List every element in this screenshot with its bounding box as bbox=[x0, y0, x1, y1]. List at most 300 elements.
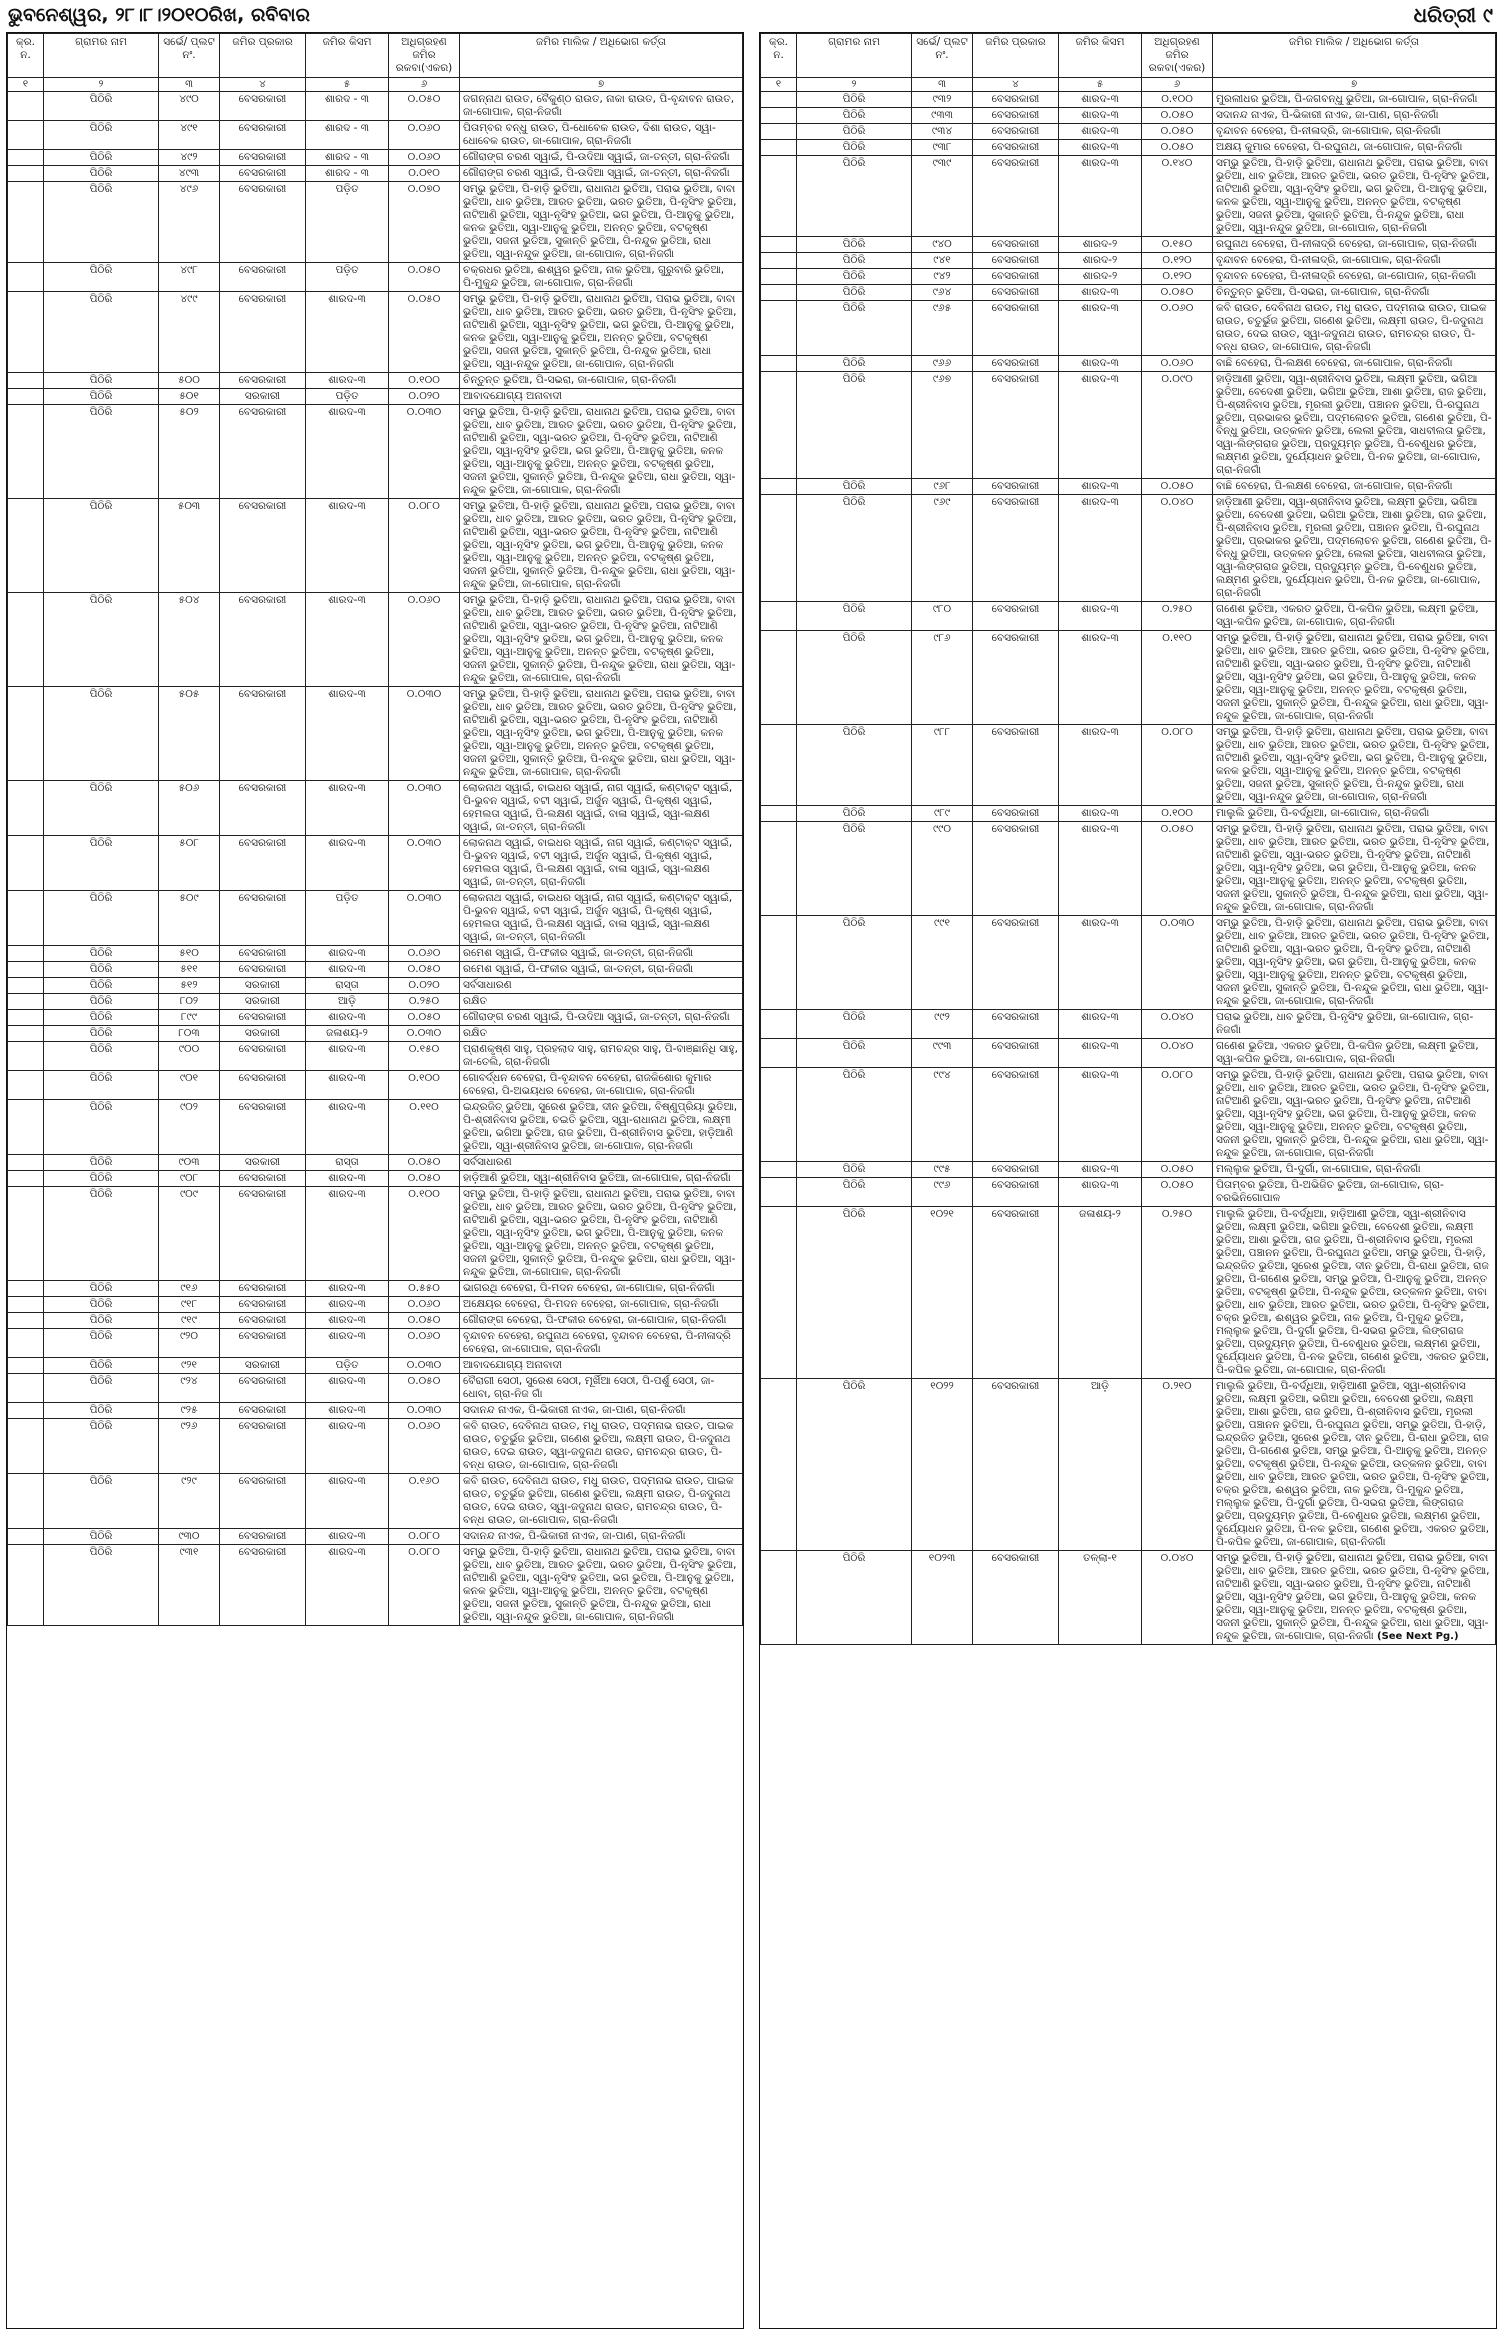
plot-cell: ୯୮୮ bbox=[912, 725, 973, 806]
village-cell: ପିଠିରି bbox=[44, 150, 159, 166]
village-cell: ପିଠିରି bbox=[44, 373, 159, 389]
plot-cell: ୯୨୪ bbox=[159, 1374, 220, 1403]
land-type-cell: ବେସରକାରୀ bbox=[220, 1100, 306, 1155]
col-number: ୨ bbox=[44, 78, 159, 92]
plot-cell: ୯୨୯ bbox=[159, 1474, 220, 1529]
table-row bbox=[761, 301, 1496, 356]
land-kind-cell: ଶାରଦ-୩ bbox=[306, 1171, 389, 1187]
land-kind-cell: ଶାରଦ-୩ bbox=[1059, 602, 1142, 631]
area-cell: ୦.୦୧୦ bbox=[389, 166, 460, 182]
village-cell: ପିଠିରି bbox=[797, 1379, 912, 1551]
owner-cell: ମଲ୍ଲୁକ ଭୁତିଆ, ପି-ଦୁର୍ଗା, ଜା-ଗୋପାଳ, ଗ୍ରା-ନିଜଗାଁ bbox=[1213, 1162, 1496, 1178]
land-type-cell: ବେସରକାରୀ bbox=[973, 822, 1059, 916]
area-cell: ୦.୦୮୦ bbox=[1142, 1068, 1213, 1162]
right-table-panel bbox=[759, 32, 1497, 2329]
land-type-cell: ବେସରକାରୀ bbox=[220, 593, 306, 687]
table-row bbox=[8, 263, 743, 292]
table-row bbox=[761, 108, 1496, 124]
land-type-cell: ବେସରକାରୀ bbox=[973, 237, 1059, 253]
col-header-plot: ସର୍ଭେ/ ପ୍ଲଟ ନଂ. bbox=[912, 34, 973, 78]
village-cell: ପିଠିରି bbox=[44, 1529, 159, 1545]
col-header-land-kind: ଜମିର କିସମ bbox=[1059, 34, 1142, 78]
village-cell: ପିଠିରି bbox=[44, 946, 159, 962]
land-kind-cell: ଶାରଦ - ୩ bbox=[306, 150, 389, 166]
plot-cell: ୯୬୮ bbox=[912, 479, 973, 495]
owner-cell: କବି ରାଉତ, ଦେବିନାଥ ରାଉତ, ମଧୁ ରାଉତ, ପଦ୍ମନାଭ ରାଉତ, ପାଇକ ରାଉତ, ଚତୁର୍ଭୁଜ ଭୁତିଆ, ଗଣେଶ ଭୁତିଆ, ଲକ୍ଷ୍ମୀ ରାଉତ, ପି-ଜଦୁନାଥ ରାଉତ, ଦେଇ ରାଉତ, ସ୍ୱା-ଜଦୁନାଥ ରାଉତ, ରାମଚନ୍ଦ୍ର ରାଉତ, ପି-ବନ୍ଧ ରାଉତ, ଜା-ଗୋପାଳ, ଗ୍ରା-ନିଜଗାଁ bbox=[1213, 301, 1496, 356]
village-cell: ପିଠିରି bbox=[44, 1374, 159, 1403]
village-cell: ପିଠିରି bbox=[797, 479, 912, 495]
col-number: ୪ bbox=[220, 78, 306, 92]
col-number: ୧ bbox=[761, 78, 797, 92]
col-header-area: ଅଧିଗ୍ରହଣ ଜମିର ରକବା(ଏକର) bbox=[1142, 34, 1213, 78]
plot-cell: ୯୨୦ bbox=[159, 1329, 220, 1358]
table-row bbox=[8, 1042, 743, 1071]
table-row bbox=[761, 1068, 1496, 1162]
plot-cell: ୫୦୬ bbox=[159, 781, 220, 836]
owner-cell: ରକ୍ଷିତ bbox=[460, 994, 743, 1010]
owner-cell: ହାଡ଼ିଆଣି ଭୁତିଆ, ସ୍ୱା-ଶ୍ରୀନିବାସ ଭୁତିଆ, ଜା-ଗୋପାଳ, ଗ୍ରା-ନିଜଗାଁ bbox=[460, 1171, 743, 1187]
plot-cell: ୯୬୫ bbox=[912, 301, 973, 356]
village-cell: ପିଠିରି bbox=[797, 285, 912, 301]
land-kind-cell: ଶାରଦ-୩ bbox=[1059, 1068, 1142, 1162]
land-type-cell: ବେସରକାରୀ bbox=[220, 687, 306, 781]
village-cell: ପିଠିରି bbox=[44, 1010, 159, 1026]
owner-cell: ଭାଗରଥି ବେହେରା, ପି-ମଦନ ବେହେରା, ଜା-ଗୋପାଳ, ଗ୍ରା-ନିଜଗାଁ bbox=[460, 1281, 743, 1297]
village-cell: ପିଠିରି bbox=[797, 1010, 912, 1039]
owner-cell: ପିତାମ୍ବର ବନ୍ଧୁ ରାଉତ, ପି-ଧୋବେକ ରାଉତ, ଦିଶା ରାଉତ, ସ୍ୱା-ଧୋବେକ ରାଉତ, ଜା-ଗୋପାଳ, ଗ୍ରା-ନିଜଗାଁ bbox=[460, 121, 743, 150]
land-kind-cell: ଶାରଦ - ୩ bbox=[306, 121, 389, 150]
village-cell: ପିଠିରି bbox=[797, 156, 912, 237]
owner-cell: ସମ୍ଭୁ ଭୁତିଆ, ପି-ହାଡ଼ି ଭୁତିଆ, ରାଧାନାଥ ଭୁତିଆ, ପରାଭ ଭୁତିଆ, ବାବା ଭୁତିଆ, ଧାବ ଭୁତିଆ, ଆରତ ଭୁତିଆ, ଭରତ ଭୁତିଆ, ପି-ନୃସିଂହ ଭୁତିଆ, ନାଟିଆଣି ଭୁତିଆ, ସ୍ୱା-ଭରତ ଭୁତିଆ, ପି-ନୃସିଂହ ଭୁତିଆ, ନାଟିଆଣି ଭୁତିଆ, ସ୍ୱା-ନୃସିଂହ ଭୁତିଆ, ଭଗ ଭୁତିଆ, ପି-ଆନୁକୁ ଭୁତିଆ, କନକ ଭୁତିଆ, ସ୍ୱା-ଆନୁକୁ ଭୁତିଆ, ଅନନ୍ତ ଭୁତିଆ, ବଟକୃଷ୍ଣ ଭୁତିଆ, ସଜନୀ ଭୁତିଆ, ସୁକାନ୍ତି ଭୁତିଆ, ପି-ନନ୍ଦୁକ ଭୁତିଆ, ରାଧା ଭୁତିଆ, ସ୍ୱା-ନନ୍ଦୁକ ଭୁତିଆ, ଜା-ଗୋପାଳ, ଗ୍ରା-ନିଜଗାଁ bbox=[1213, 1068, 1496, 1162]
plot-cell: ୯୯୪ bbox=[912, 1068, 973, 1162]
dateline: ଭୁବନେଶ୍ୱର, ୨୮।୮।୨୦୧୦ରିଖ, ରବିବାର bbox=[8, 4, 311, 26]
land-kind-cell: ଶାରଦ-୩ bbox=[306, 1545, 389, 1626]
land-kind-cell: ଶାରଦ-୩ bbox=[306, 593, 389, 687]
table-row bbox=[8, 1403, 743, 1419]
land-type-cell: ବେସରକାରୀ bbox=[973, 1207, 1059, 1379]
owner-cell: ସମ୍ଭୁ ଭୁତିଆ, ପି-ହାଡ଼ି ଭୁତିଆ, ରାଧାନାଥ ଭୁତିଆ, ପରାଭ ଭୁତିଆ, ବାବା ଭୁତିଆ, ଧାବ ଭୁତିଆ, ଆରତ ଭୁତିଆ, ଭରତ ଭୁତିଆ, ପି-ନୃସିଂହ ଭୁତିଆ, ନାଟିଆଣି ଭୁତିଆ, ସ୍ୱା-ନୃସିଂହ ଭୁତିଆ, ଭଗ ଭୁତିଆ, ପି-ଆନୁକୁ ଭୁତିଆ, କନକ ଭୁତିଆ, ସ୍ୱା-ଆନୁକୁ ଭୁତିଆ, ଅନନ୍ତ ଭୁତିଆ, ବଟକୃଷ୍ଣ ଭୁତିଆ, ସଜନୀ ଭୁତିଆ, ସୁକାନ୍ତି ଭୁତିଆ, ପି-ନନ୍ଦୁକ ଭୁତିଆ, ରାଧା ଭୁତିଆ, ସ୍ୱା-ନନ୍ଦୁକ ଭୁତିଆ, ଜା-ଗୋପାଳ, ଗ୍ରା-ନିଜଗାଁ bbox=[460, 1545, 743, 1626]
owner-cell: ମାଲୁଲି ଭୁତିଆ, ପି-ବର୍ଦ୍ଧିଆ, ଜା-ଗୋପାଳ, ଗ୍ରା-ନିଜଗାଁ bbox=[1213, 806, 1496, 822]
land-type-cell: ବେସରକାରୀ bbox=[973, 285, 1059, 301]
area-cell: ୦.୦୫୦ bbox=[389, 1374, 460, 1403]
area-cell: ୦.୦୬୦ bbox=[389, 121, 460, 150]
land-type-cell: ବେସରକାରୀ bbox=[973, 1010, 1059, 1039]
table-row bbox=[761, 124, 1496, 140]
area-cell: ୦.୦୫୦ bbox=[389, 962, 460, 978]
plot-cell: ୯୨୧ bbox=[159, 1358, 220, 1374]
area-cell: ୦.୦୫୦ bbox=[389, 1010, 460, 1026]
col-header-land-type: ଜମିର ପ୍ରକାର bbox=[220, 34, 306, 78]
land-type-cell: ସରକାରୀ bbox=[220, 978, 306, 994]
table-row bbox=[761, 156, 1496, 237]
land-kind-cell: ଶାରଦ-୩ bbox=[1059, 495, 1142, 602]
serial-cell bbox=[8, 1374, 44, 1403]
plot-cell: ୯୪୦ bbox=[912, 237, 973, 253]
land-type-cell: ବେସରକାରୀ bbox=[973, 1551, 1059, 1645]
land-kind-cell: ଶାରଦ-୩ bbox=[306, 1374, 389, 1403]
land-type-cell: ବେସରକାରୀ bbox=[220, 1419, 306, 1474]
table-row bbox=[8, 1026, 743, 1042]
land-kind-cell: ଶାରଦ-୩ bbox=[306, 1329, 389, 1358]
owner-cell: ସମ୍ଭୁ ଭୁତିଆ, ପି-ହାଡ଼ି ଭୁତିଆ, ରାଧାନାଥ ଭୁତିଆ, ପରାଭ ଭୁତିଆ, ବାବା ଭୁତିଆ, ଧାବ ଭୁତିଆ, ଆରତ ଭୁତିଆ, ଭରତ ଭୁତିଆ, ପି-ନୃସିଂହ ଭୁତିଆ, ନାଟିଆଣି ଭୁତିଆ, ସ୍ୱା-ନୃସିଂହ ଭୁତିଆ, ଭଗ ଭୁତିଆ, ପି-ଆନୁକୁ ଭୁତିଆ, କନକ ଭୁତିଆ, ସ୍ୱା-ଆନୁକୁ ଭୁତିଆ, ଅନନ୍ତ ଭୁତିଆ, ବଟକୃଷ୍ଣ ଭୁତିଆ, ସଜନୀ ଭୁତିଆ, ସୁକାନ୍ତି ଭୁତିଆ, ପି-ନନ୍ଦୁକ ଭୁତିଆ, ରାଧା ଭୁତିଆ, ସ୍ୱା-ନନ୍ଦୁକ ଭୁତିଆ, ଜା-ଗୋପାଳ, ଗ୍ରା-ନିଜଗାଁ bbox=[460, 292, 743, 373]
serial-cell bbox=[8, 389, 44, 405]
serial-cell bbox=[761, 356, 797, 372]
village-cell: ପିଠିରି bbox=[44, 1171, 159, 1187]
serial-cell bbox=[761, 1010, 797, 1039]
land-kind-cell: ଶାରଦ-୩ bbox=[306, 687, 389, 781]
serial-cell bbox=[8, 150, 44, 166]
village-cell: ପିଠିରି bbox=[44, 1358, 159, 1374]
owner-cell: ବୃନ୍ଦାବନ ବେହେରା, ରଘୁନାଥ ବେହେରା, ବୃନ୍ଦାବନ ବେହେରା, ପି-ନୀଳାଦ୍ରି ବେହେରା, ଜା-ଗୋପାଳ, ଗ୍ରା-ନିଜଗାଁ bbox=[460, 1329, 743, 1358]
plot-cell: ୯୩୩ bbox=[912, 108, 973, 124]
village-cell: ପିଠିରି bbox=[44, 687, 159, 781]
table-row bbox=[761, 253, 1496, 269]
plot-cell: ୯୧୬ bbox=[159, 1281, 220, 1297]
col-number: ୪ bbox=[973, 78, 1059, 92]
land-kind-cell: ଶାରଦ-୩ bbox=[1059, 140, 1142, 156]
land-type-cell: ବେସରକାରୀ bbox=[973, 1178, 1059, 1207]
serial-cell bbox=[8, 263, 44, 292]
serial-cell bbox=[761, 916, 797, 1010]
serial-cell bbox=[8, 182, 44, 263]
village-cell: ପିଠିରି bbox=[44, 994, 159, 1010]
land-kind-cell: ଶାରଦ-୩ bbox=[1059, 916, 1142, 1010]
area-cell: ୦.୨୫୦ bbox=[389, 994, 460, 1010]
plot-cell: ୯୧୮ bbox=[159, 1297, 220, 1313]
land-kind-cell: ଶାରଦ-୩ bbox=[1059, 822, 1142, 916]
col-header-land-type: ଜମିର ପ୍ରକାର bbox=[973, 34, 1059, 78]
land-type-cell: ସରକାରୀ bbox=[220, 389, 306, 405]
serial-cell bbox=[761, 237, 797, 253]
table-row bbox=[8, 1187, 743, 1281]
village-cell: ପିଠିରି bbox=[797, 806, 912, 822]
col-header-area: ଅଧିଗ୍ରହଣ ଜମିର ରକବା(ଏକର) bbox=[389, 34, 460, 78]
table-row bbox=[761, 806, 1496, 822]
owner-cell: ସମ୍ଭୁ ଭୁତିଆ, ପି-ହାଡ଼ି ଭୁତିଆ, ରାଧାନାଥ ଭୁତିଆ, ପରାଭ ଭୁତିଆ, ବାବା ଭୁତିଆ, ଧାବ ଭୁତିଆ, ଆରତ ଭୁତିଆ, ଭରତ ଭୁତିଆ, ପି-ନୃସିଂହ ଭୁତିଆ, ନାଟିଆଣି ଭୁତିଆ, ସ୍ୱା-ଭରତ ଭୁତିଆ, ପି-ନୃସିଂହ ଭୁତିଆ, ନାଟିଆଣି ଭୁତିଆ, ସ୍ୱା-ନୃସିଂହ ଭୁତିଆ, ଭଗ ଭୁତିଆ, ପି-ଆନୁକୁ ଭୁତିଆ, କନକ ଭୁତିଆ, ସ୍ୱା-ଆନୁକୁ ଭୁତିଆ, ଅନନ୍ତ ଭୁତିଆ, ବଟକୃଷ୍ଣ ଭୁତିଆ, ସଜନୀ ଭୁତିଆ, ସୁକାନ୍ତି ଭୁତିଆ, ପି-ନନ୍ଦୁକ ଭୁତିଆ, ରାଧା ଭୁତିଆ, ସ୍ୱା-ନନ୍ଦୁକ ଭୁତିଆ, ଜା-ଗୋପାଳ, ଗ୍ରା-ନିଜଗାଁ bbox=[460, 593, 743, 687]
plot-cell: ୯୮୦ bbox=[912, 602, 973, 631]
table-row bbox=[8, 1297, 743, 1313]
village-cell: ପିଠିରି bbox=[44, 1403, 159, 1419]
col-number: ୫ bbox=[1059, 78, 1142, 92]
serial-cell bbox=[8, 1529, 44, 1545]
masthead bbox=[8, 2, 1493, 28]
plot-cell: ୯୯୧ bbox=[912, 916, 973, 1010]
plot-cell: ୯୬୪ bbox=[912, 285, 973, 301]
area-cell: ୦.୦୭୦ bbox=[389, 182, 460, 263]
land-kind-cell: ଶାରଦ-୩ bbox=[1059, 806, 1142, 822]
owner-cell: ଆବାଦଯୋଗ୍ୟ ଅନାବାଦୀ bbox=[460, 1358, 743, 1374]
area-cell: ୦.୦୫୦ bbox=[389, 1171, 460, 1187]
table-row bbox=[8, 593, 743, 687]
area-cell: ୦.୧୧୦ bbox=[1142, 631, 1213, 725]
village-cell: ପିଠିରି bbox=[44, 978, 159, 994]
serial-cell bbox=[8, 1100, 44, 1155]
serial-cell bbox=[761, 301, 797, 356]
land-type-cell: ବେସରକାରୀ bbox=[220, 1529, 306, 1545]
col-header-village: ଗ୍ରାମର ନାମ bbox=[44, 34, 159, 78]
owner-cell: ଗୌରାଙ୍ଗ ବେହେରା, ପି-ଫକୀର ବେହେରା, ଜା-ଗୋପାଳ, ଗ୍ରା-ନିଜଗାଁ bbox=[460, 1313, 743, 1329]
land-type-cell: ବେସରକାରୀ bbox=[973, 356, 1059, 372]
village-cell: ପିଠିରି bbox=[44, 1042, 159, 1071]
area-cell: ୦.୦୬୦ bbox=[389, 1329, 460, 1358]
plot-cell: ୫୦୮ bbox=[159, 836, 220, 891]
land-type-cell: ବେସରକାରୀ bbox=[973, 916, 1059, 1010]
land-kind-cell: ଶାରଦ-୩ bbox=[306, 1042, 389, 1071]
owner-cell: ସଦାନନ୍ଦ ନାଏକ, ପି-ଭିକାରୀ ନାଏକ, ଜା-ପାଣ, ଗ୍ରା-ନିଜଗାଁ bbox=[1213, 108, 1496, 124]
serial-cell bbox=[8, 1474, 44, 1529]
land-type-cell: ବେସରକାରୀ bbox=[973, 1068, 1059, 1162]
owner-cell: ମୁରଲୀଧର ଭୁତିଆ, ପି-ଜଗବନ୍ଧୁ ଭୁତିଆ, ଜା-ଗୋପାଳ, ଗ୍ରା-ନିଜଗାଁ bbox=[1213, 92, 1496, 108]
area-cell: ୦.୧୬୦ bbox=[389, 1474, 460, 1529]
owner-cell: ସମ୍ଭୁ ଭୁତିଆ, ପି-ହାଡ଼ି ଭୁତିଆ, ରାଧାନାଥ ଭୁତିଆ, ପରାଭ ଭୁତିଆ, ବାବା ଭୁତିଆ, ଧାବ ଭୁତିଆ, ଆରତ ଭୁତିଆ, ଭରତ ଭୁତିଆ, ପି-ନୃସିଂହ ଭୁତିଆ, ନାଟିଆଣି ଭୁତିଆ, ସ୍ୱା-ଭରତ ଭୁତିଆ, ପି-ନୃସିଂହ ଭୁତିଆ, ନାଟିଆଣି ଭୁତିଆ, ସ୍ୱା-ନୃସିଂହ ଭୁତିଆ, ଭଗ ଭୁତିଆ, ପି-ଆନୁକୁ ଭୁତିଆ, କନକ ଭୁତିଆ, ସ୍ୱା-ଆନୁକୁ ଭୁତିଆ, ଅନନ୍ତ ଭୁତିଆ, ବଟକୃଷ୍ଣ ଭୁତିଆ, ସଜନୀ ଭୁତିଆ, ସୁକାନ୍ତି ଭୁତିଆ, ପି-ନନ୍ଦୁକ ଭୁତିଆ, ରାଧା ଭୁତିଆ, ସ୍ୱା-ନନ୍ଦୁକ ଭୁତିଆ, ଜା-ଗୋପାଳ, ଗ୍ରା-ନିଜଗାଁ bbox=[1213, 822, 1496, 916]
land-kind-cell: ଶାରଦ-୩ bbox=[1059, 301, 1142, 356]
village-cell: ପିଠିରି bbox=[797, 372, 912, 479]
village-cell: ପିଠିରି bbox=[44, 1071, 159, 1100]
land-type-cell: ବେସରକାରୀ bbox=[973, 269, 1059, 285]
table-row bbox=[761, 725, 1496, 806]
village-cell: ପିଠିରି bbox=[797, 602, 912, 631]
serial-cell bbox=[761, 1207, 797, 1379]
plot-cell: ୯୯୦ bbox=[912, 822, 973, 916]
serial-cell bbox=[8, 978, 44, 994]
serial-cell bbox=[761, 269, 797, 285]
area-cell: ୦.୦୩୦ bbox=[389, 687, 460, 781]
table-row bbox=[761, 1379, 1496, 1551]
table-row bbox=[761, 1178, 1496, 1207]
table-row bbox=[761, 92, 1496, 108]
owner-cell: ସମ୍ଭୁ ଭୁତିଆ, ପି-ହାଡ଼ି ଭୁତିଆ, ରାଧାନାଥ ଭୁତିଆ, ପରାଭ ଭୁତିଆ, ବାବା ଭୁତିଆ, ଧାବ ଭୁତିଆ, ଆରତ ଭୁତିଆ, ଭରତ ଭୁତିଆ, ପି-ନୃସିଂହ ଭୁତିଆ, ନାଟିଆଣି ଭୁତିଆ, ସ୍ୱା-ନୃସିଂହ ଭୁତିଆ, ଭଗ ଭୁତିଆ, ପି-ଆନୁକୁ ଭୁତିଆ, କନକ ଭୁତିଆ, ସ୍ୱା-ଆନୁକୁ ଭୁତିଆ, ଅନନ୍ତ ଭୁତିଆ, ବଟକୃଷ୍ଣ ଭୁତିଆ, ସଜନୀ ଭୁତିଆ, ସୁକାନ୍ତି ଭୁତିଆ, ପି-ନନ୍ଦୁକ ଭୁତିଆ, ରାଧା ଭୁତିଆ, ସ୍ୱା-ନନ୍ଦୁକ ଭୁତିଆ, ଜା-ଗୋପାଳ, ଗ୍ରା-ନିଜଗାଁ bbox=[1213, 156, 1496, 237]
plot-cell: ୪୯୮ bbox=[159, 263, 220, 292]
serial-cell bbox=[8, 1071, 44, 1100]
table-row bbox=[761, 822, 1496, 916]
land-kind-cell: ଶାରଦ-୩ bbox=[306, 1010, 389, 1026]
plot-cell: ୯୪୨ bbox=[912, 269, 973, 285]
owner-cell: ଲୋକନାଥ ସ୍ୱାଇଁ, ବାଇଧର ସ୍ୱାଇଁ, ନାଗ ସ୍ୱାଇଁ, କଣ୍ଟାକ୍ଟ ସ୍ୱାଇଁ, ପି-ଭୁବନ ସ୍ୱାଇଁ, ବଟୀ ସ୍ୱାଇଁ, ଅର୍ଜୁନ ସ୍ୱାଇଁ, ପି-କୃଷ୍ଣ ସ୍ୱାଇଁ, ହେମଲତା ସ୍ୱାଇଁ, ପି-ଲକ୍ଷଣ ସ୍ୱାଇଁ, ବାଳା ସ୍ୱାଇଁ, ସ୍ୱା-ଲକ୍ଷଣ ସ୍ୱାଇଁ, ଜା-ତନ୍ତୀ, ଗ୍ରା-ନିଜଗାଁ bbox=[460, 781, 743, 836]
land-type-cell: ବେସରକାରୀ bbox=[220, 405, 306, 499]
header-row bbox=[8, 34, 743, 78]
village-cell: ପିଠିରି bbox=[44, 1026, 159, 1042]
land-kind-cell: ଶାରଦ-୩ bbox=[1059, 1178, 1142, 1207]
village-cell: ପିଠିରି bbox=[44, 1474, 159, 1529]
plot-cell: ୯୦୧ bbox=[159, 1071, 220, 1100]
plot-cell: ୯୦୩ bbox=[159, 1155, 220, 1171]
area-cell: ୦.୫୫୦ bbox=[389, 1281, 460, 1297]
village-cell: ପିଠିରି bbox=[44, 962, 159, 978]
serial-cell bbox=[8, 1313, 44, 1329]
owner-cell: ବୃନ୍ଦାବନ ବେହେରା, ପି-ନୀଳାଦ୍ରି, ଜା-ଗୋପାଳ, ଗ୍ରା-ନିଜଗାଁ bbox=[1213, 253, 1496, 269]
land-kind-cell: ଶାରଦ-୩ bbox=[1059, 1162, 1142, 1178]
land-kind-cell: ଶାରଦ-୩ bbox=[1059, 372, 1142, 479]
land-type-cell: ବେସରକାରୀ bbox=[220, 1474, 306, 1529]
land-type-cell: ବେସରକାରୀ bbox=[973, 495, 1059, 602]
land-type-cell: ବେସରକାରୀ bbox=[973, 725, 1059, 806]
land-type-cell: ବେସରକାରୀ bbox=[973, 631, 1059, 725]
area-cell: ୦.୧୫୦ bbox=[1142, 237, 1213, 253]
owner-cell: ମାଲୁଲି ଭୁତିଆ, ପି-ବର୍ଦ୍ଧିଆ, ହାଡ଼ିଆଣୀ ଭୁତିଆ, ସ୍ୱା-ଶ୍ରୀନିବାସ ଭୁତିଆ, ଲକ୍ଷ୍ମୀ ଭୁତିଆ, ଭଗିଆ ଭୁତିଆ, ବେଦେଶୀ ଭୁତିଆ, ଲକ୍ଷ୍ମୀ ଭୁତିଆ, ଆଶା ଭୁତିଆ, ରାଜ ଭୁତିଆ, ପି-ଶ୍ରୀନିବାସ ଭୁତିଆ, ମୃରଲୀ ଭୁତିଆ, ପଞ୍ଚାନନ ଭୁତିଆ, ପି-ରଘୁନାଥ ଭୁତିଆ, ସମ୍ଭୁ ଭୁତିଆ, ପି-ହାଡ଼ି, ଇନ୍ଦ୍ରଜିତ ଭୁତିଆ, ସୁରେଶ ଭୁତିଆ, ଦୀନ ଭୁତିଆ, ପି-ରାଧା ଭୁତିଆ, ରାଜ ଭୁତିଆ, ପି-ଗଣେଶ ଭୁତିଆ, ସମ୍ଭୁ ଭୁତିଆ, ପି-ଆନୁକୁ ଭୁତିଆ, ଅନନ୍ତ ଭୁତିଆ, ବଟକୃଷ୍ଣ ଭୁତିଆ, ପି-ନନ୍ଦୁକ ଭୁତିଆ, ଉତ୍କଳନ ଭୁତିଆ, ବାବା ଭୁତିଆ, ଧାବ ଭୁତିଆ, ଆରତ ଭୁତିଆ, ଭରତ ଭୁତିଆ, ପି-ନୃସିଂହ ଭୁତିଆ, ଚକ୍ର ଭୁତିଆ, ଈଶ୍ୱର ଭୁତିଆ, ନାକ ଭୁତିଆ, ପି-ମୁକୁନ୍ଦ ଭୁତିଆ, ମଲ୍ଲୁକ ଭୁତିଆ, ପି-ଦୁର୍ଗା ଭୁତିଆ, ପି-ସଭରା ଭୁତିଆ, ଲିଙ୍ଗରାଜ ଭୁତିଆ, ପ୍ରଦ୍ୟୁମ୍ନ ଭୁତିଆ, ପି-ବେଣୁଧର ଭୁତିଆ, ଲକ୍ଷ୍ମଣ ଭୁତିଆ, ଦୁର୍ଯ୍ୟୋଧନ ଭୁତିଆ, ପି-ନକ ଭୁତିଆ, ଗଣେଶ ଭୁତିଆ, ଏକରତ ଭୁତିଆ, ପି-କପିଳ ଭୁତିଆ, ଜା-ଗୋପାଳ, ଗ୍ରା-ନିଜଗାଁ bbox=[1213, 1379, 1496, 1551]
col-header-serial: କ୍ର. ନ. bbox=[8, 34, 44, 78]
land-type-cell: ବେସରକାରୀ bbox=[220, 263, 306, 292]
village-cell: ପିଠିରି bbox=[797, 725, 912, 806]
plot-cell: ୫୦୧ bbox=[159, 389, 220, 405]
plot-cell: ୫୦୩ bbox=[159, 499, 220, 593]
village-cell: ପିଠିରି bbox=[797, 237, 912, 253]
land-type-cell: ବେସରକାରୀ bbox=[220, 1329, 306, 1358]
table-row bbox=[761, 495, 1496, 602]
serial-cell bbox=[8, 836, 44, 891]
serial-cell bbox=[8, 499, 44, 593]
serial-cell bbox=[761, 1178, 797, 1207]
land-type-cell: ବେସରକାରୀ bbox=[973, 602, 1059, 631]
owner-cell: ଗୋବର୍ଦ୍ଧନ ବେହେରା, ପି-ବୃନ୍ଦାବନ ବେହେରା, ରାଜକିଶୋର କୁମାର ବେହେରା, ପି-ଅଭୟଧର ବେହେରା, ଜା-ଗୋପାଳ, ଗ୍ରା-ନିଜଗାଁ bbox=[460, 1071, 743, 1100]
owner-cell: ବାଛି ବେହେରା, ପି-ଲକ୍ଷଣ ବେହେରା, ଜା-ଗୋପାଳ, ଗ୍ରା-ନିଜଗାଁ bbox=[1213, 356, 1496, 372]
area-cell: ୦.୦୮୦ bbox=[1142, 725, 1213, 806]
land-type-cell: ବେସରକାରୀ bbox=[973, 108, 1059, 124]
land-type-cell: ବେସରକାରୀ bbox=[973, 1039, 1059, 1068]
area-cell: ୦.୦୩୦ bbox=[389, 1358, 460, 1374]
land-type-cell: ବେସରକାରୀ bbox=[973, 479, 1059, 495]
col-number: ୧ bbox=[8, 78, 44, 92]
table-row bbox=[8, 687, 743, 781]
plot-cell: ୯୪୧ bbox=[912, 253, 973, 269]
land-kind-cell: ଶାରଦ-୩ bbox=[306, 373, 389, 389]
land-type-cell: ବେସରକାରୀ bbox=[973, 140, 1059, 156]
plot-cell: ୧୦୨୧ bbox=[912, 1207, 973, 1379]
header-row bbox=[761, 34, 1496, 78]
land-type-cell: ବେସରକାରୀ bbox=[220, 1042, 306, 1071]
owner-cell: ରମେଶ ସ୍ୱାଇଁ, ପି-ଫକୀର ସ୍ୱାଇଁ, ଜା-ତନ୍ତୀ, ଗ୍ରା-ନିଜଗାଁ bbox=[460, 946, 743, 962]
owner-cell: ରମେଶ ସ୍ୱାଇଁ, ପି-ଫକୀର ସ୍ୱାଇଁ, ଜା-ତନ୍ତୀ, ଗ୍ରା-ନିଜଗାଁ bbox=[460, 962, 743, 978]
land-kind-cell: ଶାରଦ-୩ bbox=[306, 405, 389, 499]
table-row bbox=[761, 285, 1496, 301]
owner-cell: ସଦାନନ୍ଦ ନାଏକ, ପି-ଭିକାରୀ ନାଏକ, ଜା-ପାଣ, ଗ୍ରା-ନିଜଗାଁ bbox=[460, 1529, 743, 1545]
col-header-owner: ଜମିର ମାଲିକ / ଅଧିଭୋଗ କର୍ତ୍ତା bbox=[460, 34, 743, 78]
table-row bbox=[761, 631, 1496, 725]
village-cell: ପିଠିରି bbox=[44, 836, 159, 891]
owner-cell: ସମ୍ଭୁ ଭୁତିଆ, ପି-ହାଡ଼ି ଭୁତିଆ, ରାଧାନାଥ ଭୁତିଆ, ପରାଭ ଭୁତିଆ, ବାବା ଭୁତିଆ, ଧାବ ଭୁତିଆ, ଆରତ ଭୁତିଆ, ଭରତ ଭୁତିଆ, ପି-ନୃସିଂହ ଭୁତିଆ, ନାଟିଆଣି ଭୁତିଆ, ସ୍ୱା-ଭରତ ଭୁତିଆ, ପି-ନୃସିଂହ ଭୁତିଆ, ନାଟିଆଣି ଭୁତିଆ, ସ୍ୱା-ନୃସିଂହ ଭୁତିଆ, ଭଗ ଭୁତିଆ, ପି-ଆନୁକୁ ଭୁତିଆ, କନକ ଭୁତିଆ, ସ୍ୱା-ଆନୁକୁ ଭୁତିଆ, ଅନନ୍ତ ଭୁତିଆ, ବଟକୃଷ୍ଣ ଭୁତିଆ, ସଜନୀ ଭୁତିଆ, ସୁକାନ୍ତି ଭୁତିଆ, ପି-ନନ୍ଦୁକ ଭୁତିଆ, ରାଧା ଭୁତିଆ, ସ୍ୱା-ନନ୍ଦୁକ ଭୁତିଆ, ଜା-ଗୋପାଳ, ଗ୍ରା-ନିଜଗାଁ bbox=[460, 499, 743, 593]
plot-cell: ୯୩୪ bbox=[912, 124, 973, 140]
plot-cell: ୧୦୨୩ bbox=[912, 1551, 973, 1645]
land-kind-cell: ଶାରଦ-୩ bbox=[306, 292, 389, 373]
area-cell: ୦.୦୮୦ bbox=[389, 499, 460, 593]
village-cell: ପିଠିରି bbox=[44, 292, 159, 373]
area-cell: ୦.୦୫୦ bbox=[389, 292, 460, 373]
plot-cell: ୫୧୦ bbox=[159, 946, 220, 962]
land-kind-cell: ଆଡ଼ି bbox=[306, 994, 389, 1010]
owner-cell: ବୃନ୍ଦାବନ ବେହେରା, ପି-ନୀଳାଦ୍ରି ବେହେରା, ଜା-ଗୋପାଳ, ଗ୍ରା-ନିଜଗାଁ bbox=[1213, 269, 1496, 285]
village-cell: ପିଠିରି bbox=[44, 1297, 159, 1313]
land-table-left bbox=[7, 33, 743, 1626]
serial-cell bbox=[8, 891, 44, 946]
table-row bbox=[8, 499, 743, 593]
area-cell: ୦.୦୬୦ bbox=[389, 946, 460, 962]
owner-cell: ଆବାଦଯୋଗ୍ୟ ଅନାବାଦୀ bbox=[460, 389, 743, 405]
land-kind-cell: ଶାରଦ-୩ bbox=[306, 781, 389, 836]
serial-cell bbox=[8, 946, 44, 962]
area-cell: ୦.୦୩୦ bbox=[389, 836, 460, 891]
land-kind-cell: ଶାରଦ-୩ bbox=[306, 1187, 389, 1281]
area-cell: ୦.୦୩୦ bbox=[389, 891, 460, 946]
land-kind-cell: ଜଳାଶୟ-୨ bbox=[1059, 1207, 1142, 1379]
serial-cell bbox=[8, 1281, 44, 1297]
owner-cell: ହାଡ଼ିଆଣୀ ଭୁତିଆ, ସ୍ୱା-ଶ୍ରୀନିବାସ ଭୁତିଆ, ଲକ୍ଷ୍ମୀ ଭୁତିଆ, ଭଗିଆ ଭୁତିଆ, ବେଦେଶୀ ଭୁତିଆ, ଭଗିଆ ଭୁତିଆ, ଆଶା ଭୁତିଆ, ରାଜ ଭୁତିଆ, ପି-ଶ୍ରୀନିବାସ ଭୁତିଆ, ମୃରଲୀ ଭୁତିଆ, ପଞ୍ଚାନନ ଭୁତିଆ, ପି-ରଘୁନାଥ ଭୁତିଆ, ପ୍ରଭାକର ଭୁତିଆ, ପଦ୍ମଲୋଚନ ଭୁତିଆ, ଗଣେଶ ଭୁତିଆ, ପି-ବିନ୍ଧୁ ଭୁତିଆ, ଉତ୍କଳନ ଭୁତିଆ, ଲେଲୀ ଭୁତିଆ, ସାଧବୀଲତା ଭୁତିଆ, ସ୍ୱା-ଲିଙ୍ଗରାଜ ଭୁତିଆ, ପ୍ରଦ୍ୟୁମ୍ନ ଭୁତିଆ, ପି-ବେଣୁଧର ଭୁତିଆ, ଲକ୍ଷ୍ମଣ ଭୁତିଆ, ଦୁର୍ଯ୍ୟୋଧନ ଭୁତିଆ, ପି-ନକ ଭୁତିଆ, ଜା-ଗୋପାଳ, ଗ୍ରା-ନିଜଗାଁ bbox=[1213, 372, 1496, 479]
plot-cell: ୯୩୮ bbox=[912, 140, 973, 156]
owner-cell: ଜଗନ୍ନାଥ ରାଉତ, ବୈକୁଣ୍ଠ ରାଉତ, ନାକା ରାଉତ, ପି-ବୃନ୍ଦାବନ ରାଉତ, ଜା-ଗୋପାଳ, ଗ୍ରା-ନିଜଗାଁ bbox=[460, 92, 743, 121]
area-cell: ୦.୧୨୦ bbox=[1142, 269, 1213, 285]
area-cell: ୦.୦୮୦ bbox=[389, 1529, 460, 1545]
serial-cell bbox=[761, 1551, 797, 1645]
plot-cell: ୯୯୨ bbox=[912, 1010, 973, 1039]
owner-cell: ଗୌରାଙ୍ଗ ଚରଣ ସ୍ୱାଇଁ, ପି-ଉଦିଆ ସ୍ୱାଇଁ, ଜା-ତନ୍ତୀ, ଗ୍ରା-ନିଜଗାଁ bbox=[460, 166, 743, 182]
land-kind-cell: ଶାରଦ-୩ bbox=[306, 499, 389, 593]
land-type-cell: ବେସରକାରୀ bbox=[220, 1281, 306, 1297]
serial-cell bbox=[761, 92, 797, 108]
land-type-cell: ବେସରକାରୀ bbox=[973, 806, 1059, 822]
table-row bbox=[761, 1010, 1496, 1039]
land-kind-cell: ଶାରଦ-୩ bbox=[306, 962, 389, 978]
plot-cell: ୮୦୩ bbox=[159, 1026, 220, 1042]
village-cell: ପିଠିରି bbox=[797, 269, 912, 285]
owner-cell: ଗଣେଶ ଭୁତିଆ, ଏକରତ ଭୁତିଆ, ପି-କପିଳ ଭୁତିଆ, ଲକ୍ଷ୍ମୀ ଭୁତିଆ, ସ୍ୱା-କପିଳ ଭୁତିଆ, ଜା-ଗୋପାଳ, ଗ୍ରା-ନିଜଗାଁ bbox=[1213, 1039, 1496, 1068]
table-row bbox=[8, 405, 743, 499]
land-type-cell: ବେସରକାରୀ bbox=[220, 1545, 306, 1626]
plot-cell: ୯୦୯ bbox=[159, 1187, 220, 1281]
village-cell: ପିଠିରି bbox=[797, 916, 912, 1010]
village-cell: ପିଠିରି bbox=[44, 1419, 159, 1474]
col-header-land-kind: ଜମିର କିସମ bbox=[306, 34, 389, 78]
plot-cell: ୫୦୪ bbox=[159, 593, 220, 687]
col-number: ୫ bbox=[306, 78, 389, 92]
land-kind-cell: ଶାରଦ-୩ bbox=[306, 1313, 389, 1329]
table-row bbox=[8, 1071, 743, 1100]
plot-cell: ୧୦୨୨ bbox=[912, 1379, 973, 1551]
plot-cell: ୯୯୫ bbox=[912, 1162, 973, 1178]
plot-cell: ୫୦୯ bbox=[159, 891, 220, 946]
col-header-village: ଗ୍ରାମର ନାମ bbox=[797, 34, 912, 78]
plot-cell: ୯୯୩ bbox=[912, 1039, 973, 1068]
village-cell: ପିଠିରି bbox=[797, 140, 912, 156]
area-cell: ୦.୧୧୦ bbox=[389, 1100, 460, 1155]
column-number-row bbox=[761, 78, 1496, 92]
owner-cell: ଅକ୍ଷେୟର ବେହେରା, ପି-ମଦନ ବେହେରା, ଜା-ଗୋପାଳ, ଗ୍ରା-ନିଜଗାଁ bbox=[460, 1297, 743, 1313]
land-kind-cell: ଶାରଦ-୨ bbox=[1059, 269, 1142, 285]
table-row bbox=[761, 602, 1496, 631]
serial-cell bbox=[8, 1329, 44, 1358]
owner-cell: ପ୍ରାଣକୃଷ୍ଣ ସାହୁ, ପ୍ରହଲାଦ ସାହୁ, ରାମଚନ୍ଦ୍ର ସାହୁ, ପି-ବାଞ୍ଛାନିଧି ସାହୁ, ଜା-ତେଲି, ଗ୍ରା-ନିଜଗାଁ bbox=[460, 1042, 743, 1071]
serial-cell bbox=[8, 1297, 44, 1313]
plot-cell: ୯୩୨ bbox=[912, 92, 973, 108]
land-kind-cell: ଶାରଦ-୩ bbox=[306, 836, 389, 891]
plot-cell: ୪୯୬ bbox=[159, 182, 220, 263]
serial-cell bbox=[8, 292, 44, 373]
area-cell: ୦.୧୦୦ bbox=[389, 1187, 460, 1281]
table-row bbox=[761, 140, 1496, 156]
land-type-cell: ବେସରକାରୀ bbox=[220, 150, 306, 166]
land-kind-cell: ଶାରଦ-୩ bbox=[1059, 92, 1142, 108]
land-type-cell: ବେସରକାରୀ bbox=[220, 891, 306, 946]
serial-cell bbox=[8, 1187, 44, 1281]
serial-cell bbox=[761, 253, 797, 269]
area-cell: ୦.୦୫୦ bbox=[1142, 479, 1213, 495]
land-kind-cell: ଶାରଦ-୩ bbox=[306, 946, 389, 962]
land-kind-cell: ଶାରଦ-୩ bbox=[1059, 356, 1142, 372]
table-row bbox=[8, 1329, 743, 1358]
col-number: ୩ bbox=[912, 78, 973, 92]
village-cell: ପିଠିରି bbox=[44, 1281, 159, 1297]
land-kind-cell: ପଡ଼ିତ bbox=[306, 389, 389, 405]
serial-cell bbox=[8, 781, 44, 836]
land-type-cell: ବେସରକାରୀ bbox=[220, 1171, 306, 1187]
owner-cell: ଲୋକନାଥ ସ୍ୱାଇଁ, ବାଇଧର ସ୍ୱାଇଁ, ନାଗ ସ୍ୱାଇଁ, କଣ୍ଟାକ୍ଟ ସ୍ୱାଇଁ, ପି-ଭୁବନ ସ୍ୱାଇଁ, ବଟୀ ସ୍ୱାଇଁ, ଅର୍ଜୁନ ସ୍ୱାଇଁ, ପି-କୃଷ୍ଣ ସ୍ୱାଇଁ, ହେମଲତା ସ୍ୱାଇଁ, ପି-ଲକ୍ଷଣ ସ୍ୱାଇଁ, ବାଳା ସ୍ୱାଇଁ, ସ୍ୱା-ଲକ୍ଷଣ ସ୍ୱାଇଁ, ଜା-ତନ୍ତୀ, ଗ୍ରା-ନିଜଗାଁ bbox=[460, 891, 743, 946]
